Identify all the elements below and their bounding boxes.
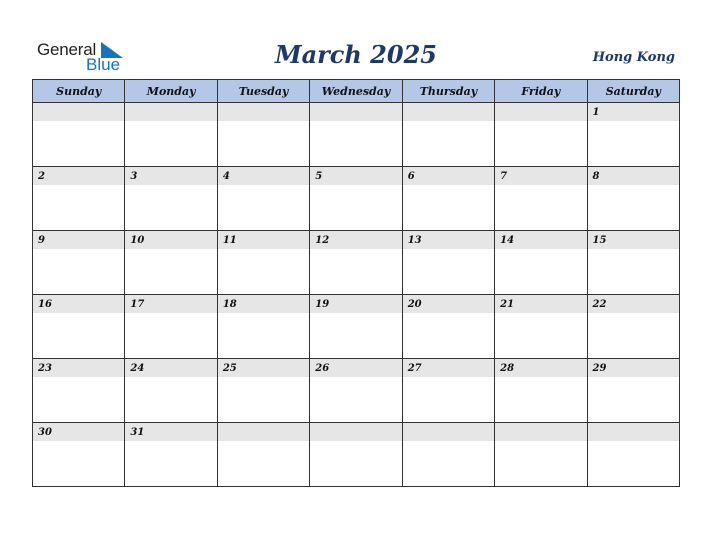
calendar-title: March 2025 (275, 40, 437, 69)
day-cell (217, 167, 309, 231)
day-cell (310, 423, 402, 487)
weekday-header: Saturday (587, 80, 679, 103)
day-number: 8 (588, 167, 679, 185)
weekday-header: Thursday (402, 80, 494, 103)
day-cell (587, 167, 679, 231)
day-number (33, 103, 124, 121)
day-cell (495, 423, 587, 487)
logo-text-blue: Blue (86, 55, 121, 74)
week-row (33, 167, 680, 231)
day-cell (587, 231, 679, 295)
weekday-header: Tuesday (217, 80, 309, 103)
day-number: 13 (403, 231, 494, 249)
day-number (495, 103, 586, 121)
day-cell (495, 359, 587, 423)
day-number (218, 423, 309, 441)
day-number: 23 (33, 359, 124, 377)
day-number (588, 423, 679, 441)
day-cell (495, 231, 587, 295)
day-cell (495, 295, 587, 359)
day-number (125, 103, 216, 121)
week-row (33, 231, 680, 295)
weekday-header: Friday (495, 80, 587, 103)
day-number: 11 (218, 231, 309, 249)
day-number: 19 (310, 295, 401, 313)
day-cell (587, 103, 679, 167)
day-number: 25 (218, 359, 309, 377)
day-number: 9 (33, 231, 124, 249)
day-cell (402, 295, 494, 359)
day-cell (33, 167, 125, 231)
day-cell (217, 295, 309, 359)
week-row (33, 295, 680, 359)
day-cell (587, 359, 679, 423)
day-cell (33, 359, 125, 423)
day-cell (495, 103, 587, 167)
day-cell (33, 231, 125, 295)
day-cell (495, 167, 587, 231)
day-number: 18 (218, 295, 309, 313)
logo-text-general: General (37, 40, 97, 59)
day-cell (33, 295, 125, 359)
week-row (33, 359, 680, 423)
day-number: 26 (310, 359, 401, 377)
weekday-header: Monday (125, 80, 217, 103)
day-number: 24 (125, 359, 216, 377)
day-cell (402, 231, 494, 295)
day-cell (402, 103, 494, 167)
day-cell (217, 103, 309, 167)
day-cell (310, 359, 402, 423)
day-number: 28 (495, 359, 586, 377)
day-number: 22 (588, 295, 679, 313)
weekday-header: Wednesday (310, 80, 402, 103)
day-cell (33, 103, 125, 167)
day-cell (310, 295, 402, 359)
day-cell (217, 423, 309, 487)
day-number: 4 (218, 167, 309, 185)
week-row (33, 103, 680, 167)
day-number (403, 423, 494, 441)
day-number: 5 (310, 167, 401, 185)
calendar-grid (32, 79, 680, 487)
day-number: 27 (403, 359, 494, 377)
day-number: 1 (588, 103, 679, 121)
day-number (310, 423, 401, 441)
day-number: 21 (495, 295, 586, 313)
day-cell (310, 167, 402, 231)
day-cell (587, 423, 679, 487)
week-row (33, 423, 680, 487)
day-number: 14 (495, 231, 586, 249)
day-number (218, 103, 309, 121)
day-cell (125, 359, 217, 423)
day-cell (587, 295, 679, 359)
day-cell (125, 295, 217, 359)
day-cell (402, 167, 494, 231)
day-cell (402, 423, 494, 487)
day-number: 17 (125, 295, 216, 313)
day-cell (402, 359, 494, 423)
day-cell (125, 167, 217, 231)
day-cell (310, 103, 402, 167)
day-number (403, 103, 494, 121)
day-number: 12 (310, 231, 401, 249)
day-cell (33, 423, 125, 487)
region-label: Hong Kong (592, 50, 675, 65)
day-number (310, 103, 401, 121)
weekday-header-row (33, 80, 680, 103)
weekday-header: Sunday (33, 80, 125, 103)
day-number: 15 (588, 231, 679, 249)
day-cell (217, 231, 309, 295)
day-number: 16 (33, 295, 124, 313)
day-cell (125, 231, 217, 295)
day-number: 10 (125, 231, 216, 249)
day-number: 30 (33, 423, 124, 441)
day-number: 31 (125, 423, 216, 441)
day-number: 7 (495, 167, 586, 185)
day-cell (217, 359, 309, 423)
day-number: 29 (588, 359, 679, 377)
day-cell (310, 231, 402, 295)
day-number: 20 (403, 295, 494, 313)
day-cell (125, 103, 217, 167)
day-number: 2 (33, 167, 124, 185)
day-number: 3 (125, 167, 216, 185)
day-cell (125, 423, 217, 487)
day-number: 6 (403, 167, 494, 185)
day-number (495, 423, 586, 441)
